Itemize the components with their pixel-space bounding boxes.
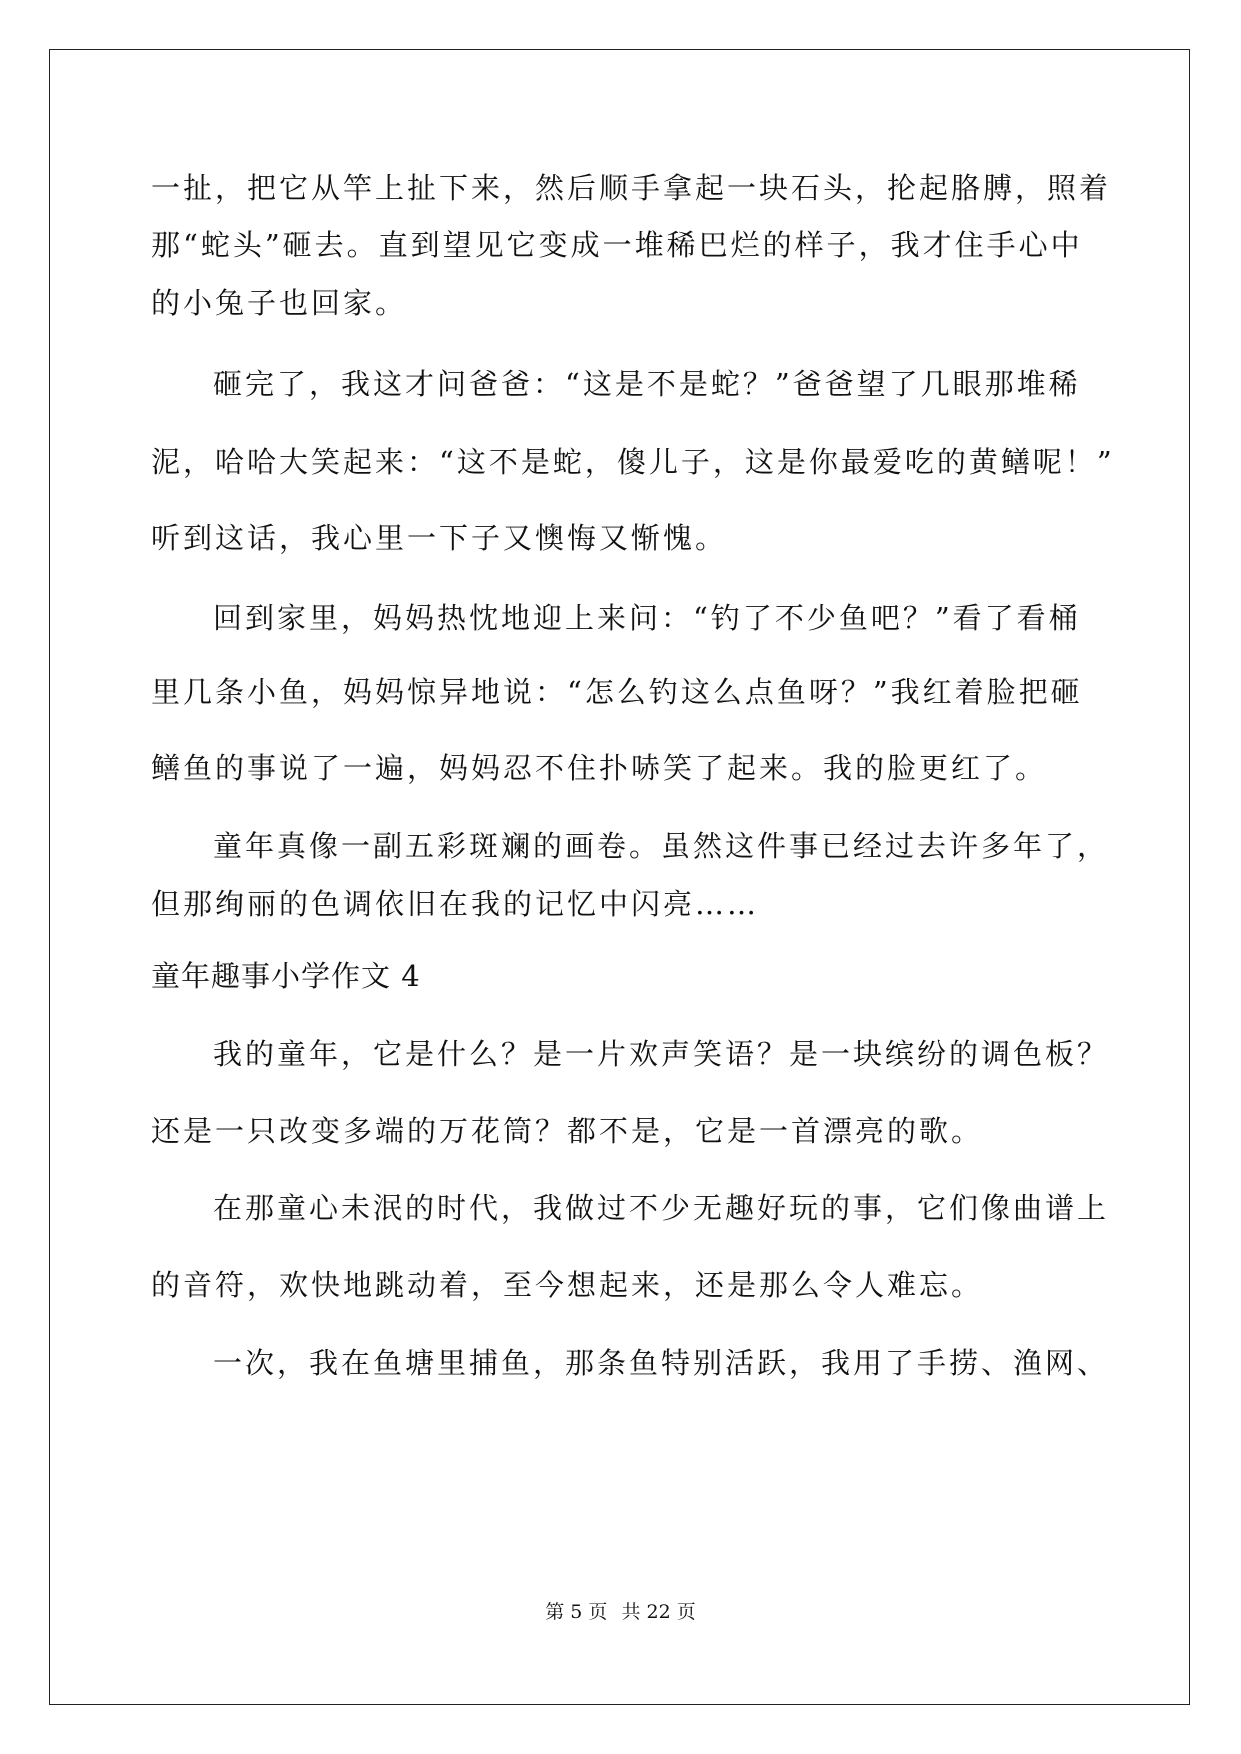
text-line: 在那童心未泯的时代，我做过不少无趣好玩的事，它们像曲谱上: [213, 1191, 1110, 1225]
text-line: 回到家里，妈妈热忱地迎上来问：“钓了不少鱼吧？”看了看桶: [213, 601, 1081, 635]
section-heading: 童年趣事小学作文 4: [151, 959, 421, 993]
text-line: 泥，哈哈大笑起来：“这不是蛇，傻儿子，这是你最爱吃的黄鳝呢！”: [151, 445, 1115, 479]
page-number: 第 5 页: [545, 1601, 608, 1623]
text-line: 的小兔子也回家。: [151, 286, 408, 320]
text-line: 一次，我在鱼塘里捕鱼，那条鱼特别活跃，我用了手捞、渔网、: [213, 1346, 1110, 1380]
page-total: 共 22 页: [621, 1601, 696, 1623]
text-line: 但那绚丽的色调依旧在我的记忆中闪亮……: [151, 887, 760, 921]
text-line: 那“蛇头”砸去。直到望见它变成一堆稀巴烂的样子，我才住手心中: [151, 228, 1083, 262]
text-line: 的音符，欢快地跳动着，至今想起来，还是那么令人难忘。: [151, 1268, 984, 1302]
text-line: 砸完了，我这才问爸爸：“这是不是蛇？”爸爸望了几眼那堆稀: [213, 367, 1081, 401]
text-line: 还是一只改变多端的万花筒？都不是，它是一首漂亮的歌。: [151, 1114, 984, 1148]
text-line: 童年真像一副五彩斑斓的画卷。虽然这件事已经过去许多年了，: [213, 829, 1110, 863]
text-line: 一扯，把它从竿上扯下来，然后顺手拿起一块石头，抡起胳膊，照着: [151, 171, 1112, 205]
text-line: 听到这话，我心里一下子又懊悔又惭愧。: [151, 521, 728, 555]
text-line: 我的童年，它是什么？是一片欢声笑语？是一块缤纷的调色板？: [213, 1037, 1110, 1071]
text-line: 鳝鱼的事说了一遍，妈妈忍不住扑哧笑了起来。我的脸更红了。: [151, 751, 1048, 785]
text-line: 里几条小鱼，妈妈惊异地说：“怎么钓这么点鱼呀？”我红着脸把砸: [151, 675, 1083, 709]
page-footer: [0, 1600, 1241, 1624]
